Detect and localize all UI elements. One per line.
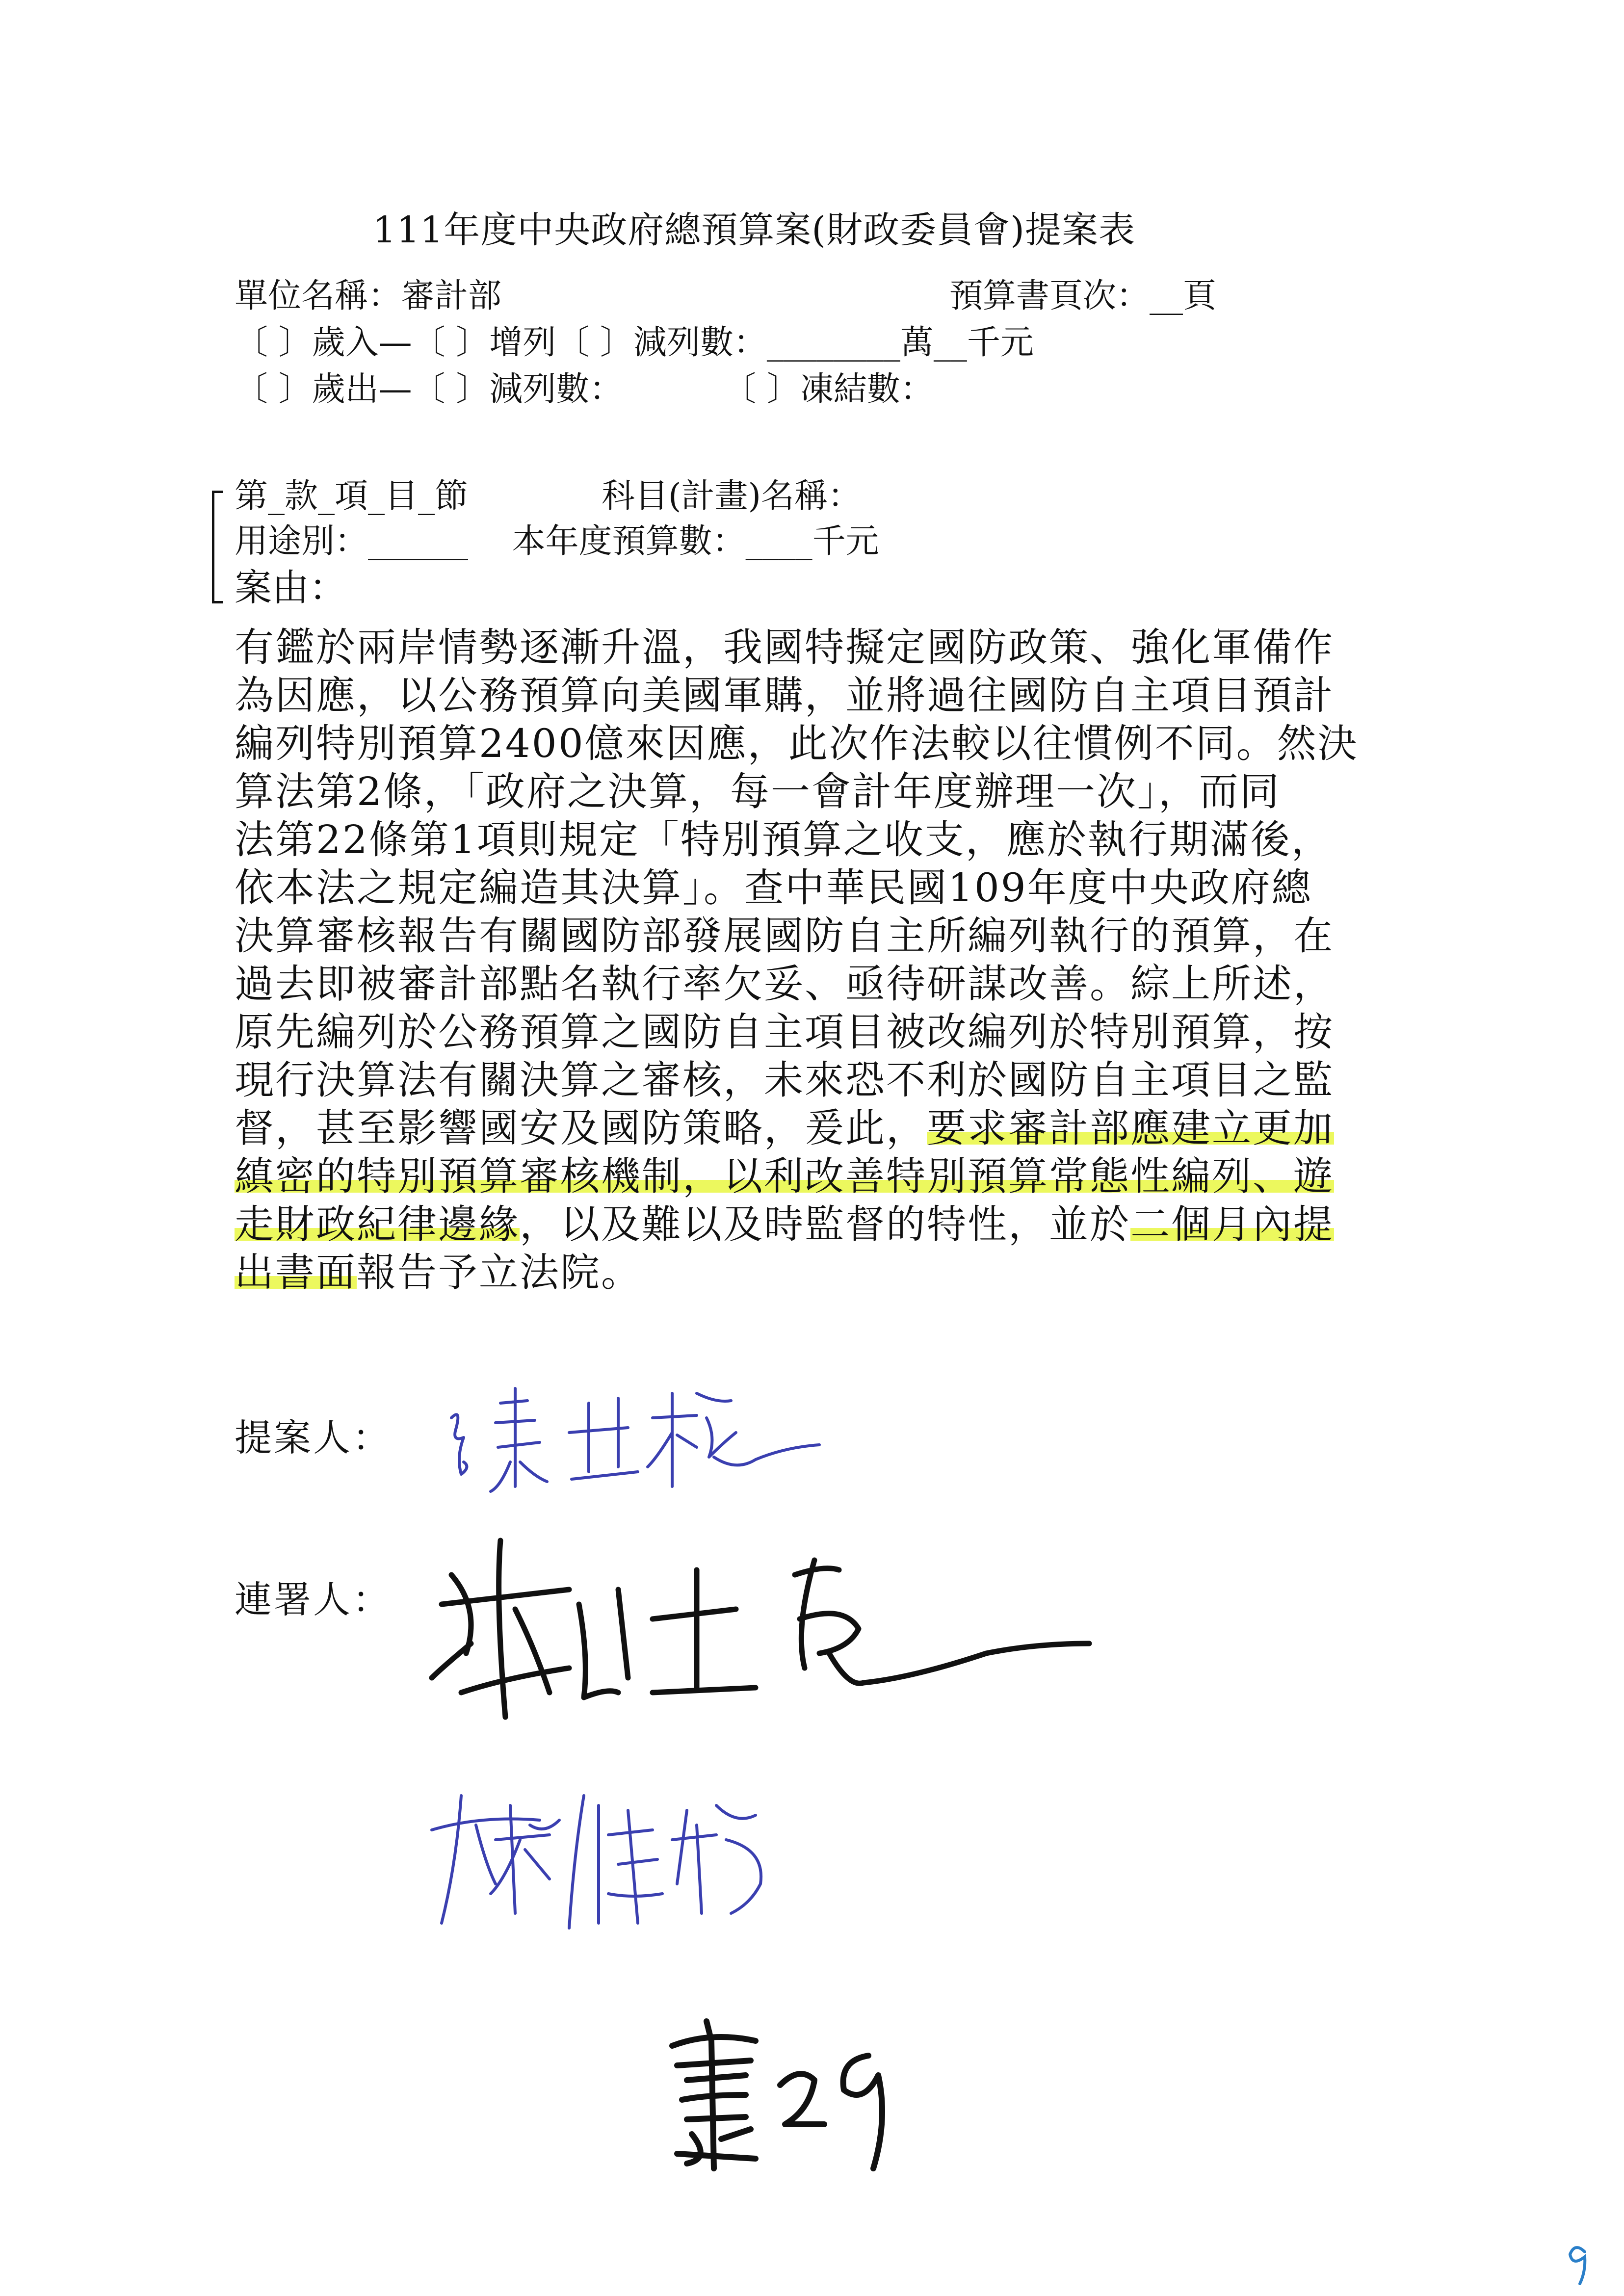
body-line-highlight-start <box>235 1105 1334 1151</box>
handwritten-stamp-note <box>657 2011 913 2178</box>
revenue-line: 〔 〕歲入—〔 〕增列〔 〕減列數：________萬__千元 <box>235 323 1034 362</box>
cosigner-signature-2 <box>422 1766 814 1943</box>
body-text: 督，甚至影響國安及國防策略，爰此， <box>235 1105 927 1151</box>
body-text: 報告予立法院。 <box>357 1250 642 1295</box>
body-line: 算法第2條，「政府之決算，每一會計年度辦理一次」，而同 <box>235 769 1281 814</box>
proposer-signature <box>442 1374 883 1501</box>
body-line: 現行決算法有關決算之審核，未來恐不利於國防自主項目之監 <box>235 1057 1334 1103</box>
body-line: 編列特別預算2400億來因應，此次作法較以往慣例不同。然決 <box>235 721 1359 766</box>
field-bracket <box>212 491 227 603</box>
body-line: 原先編列於公務預算之國防自主項目被改編列於特別預算，按 <box>235 1009 1334 1055</box>
body-line: 有鑑於兩岸情勢逐漸升溫，我國特擬定國防政策、強化軍備作 <box>235 625 1334 670</box>
highlighted-text: 二個月內提 <box>1130 1201 1334 1247</box>
body-line: 決算審核報告有關國防部發展國防自主所編列執行的預算，在 <box>235 913 1334 959</box>
highlighted-text: 縝密的特別預算審核機制，以利改善特別預算常態性編列、遊 <box>235 1153 1334 1199</box>
body-line: 為因應，以公務預算向美國軍購，並將過往國防自主項目預計 <box>235 673 1334 718</box>
budget-page-ref: 預算書頁次：__頁 <box>949 277 1217 315</box>
section-line: 第_款_項_目_節 科目(計畫)名稱： <box>235 477 862 516</box>
highlighted-text: 走財政紀律邊緣 <box>235 1201 520 1247</box>
body-line-highlight <box>235 1201 1334 1247</box>
body-line: 依本法之規定編造其決算」。查中華民國109年度中央政府總 <box>235 865 1312 911</box>
proposer-label: 提案人： <box>235 1416 392 1460</box>
reason-label: 案由： <box>235 566 346 609</box>
unit-name: 單位名稱：審計部 <box>235 277 502 315</box>
body-line: 過去即被審計部點名執行率欠妥、亟待研謀改善。綜上所述， <box>235 961 1334 1007</box>
body-text: ，以及難以及時監督的特性，並於 <box>520 1201 1130 1247</box>
cosigner-signature-1 <box>422 1531 1109 1737</box>
highlighted-text: 出書面 <box>235 1250 357 1295</box>
page-number-mark <box>1560 2237 1599 2286</box>
use-category-line: 用途別：______ 本年度預算數：____千元 <box>235 522 879 561</box>
cosigner-label: 連署人： <box>235 1578 392 1621</box>
expense-line: 〔 〕歲出—〔 〕減列數： 〔 〕凍結數： <box>235 370 934 409</box>
body-line-highlight-end <box>235 1250 642 1295</box>
document-title: 111年度中央政府總預算案(財政委員會)提案表 <box>373 209 1135 251</box>
body-line-highlight <box>235 1153 1334 1199</box>
highlighted-text: 要求審計部應建立更加 <box>927 1105 1334 1151</box>
body-line: 法第22條第1項則規定「特別預算之收支，應於執行期滿後， <box>235 817 1332 862</box>
